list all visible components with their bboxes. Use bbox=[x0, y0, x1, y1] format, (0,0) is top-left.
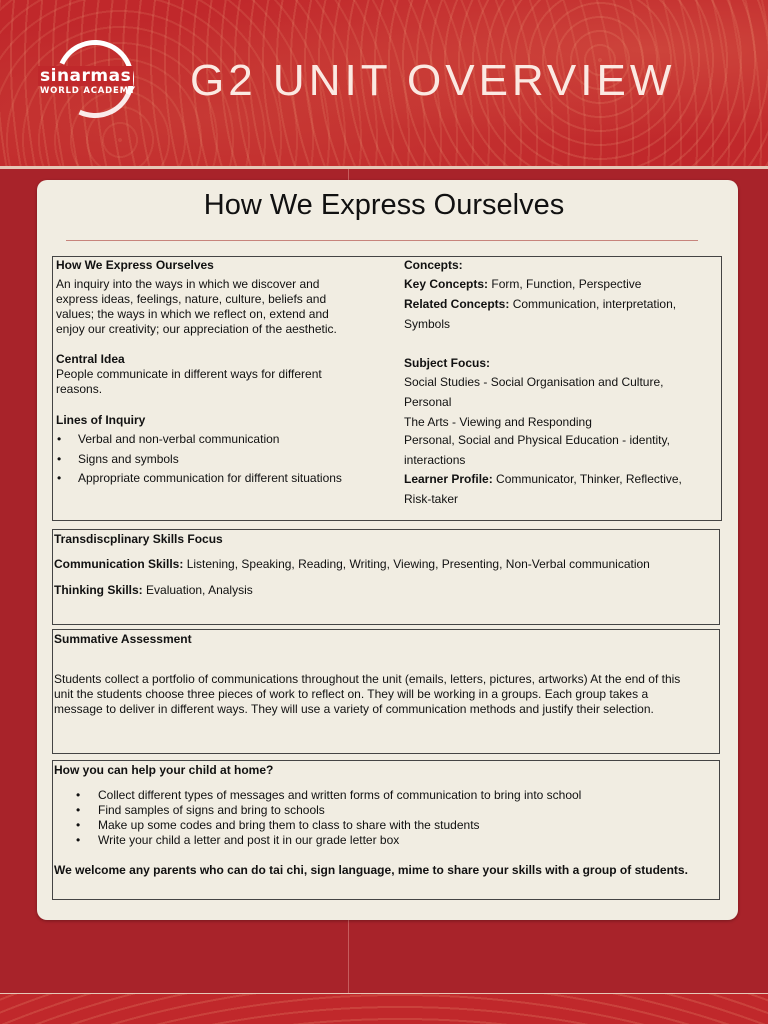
assessment-line: unit the students choose three pieces of work to reflect on. They will be working in a groups. Each group takes a bbox=[54, 687, 649, 701]
skills-heading: Transdiscplinary Skills Focus bbox=[54, 532, 223, 546]
bullet-icon: • bbox=[76, 803, 81, 817]
learner-profile bbox=[404, 472, 682, 487]
school-logo bbox=[36, 44, 154, 104]
banner-divider bbox=[0, 166, 768, 169]
related-concepts-label: Related Concepts: bbox=[404, 297, 510, 311]
home-help-closing: We welcome any parents who can do tai chi, sign language, mime to share your skills with a group of students. bbox=[54, 863, 688, 877]
communication-skills bbox=[54, 557, 650, 572]
key-concepts-value: Form, Function, Perspective bbox=[488, 277, 642, 291]
logo-name: sinarmas bbox=[40, 66, 132, 86]
page-title: How We Express Ourselves bbox=[203, 189, 565, 221]
concepts-heading: Concepts: bbox=[404, 258, 463, 272]
home-help-heading: How you can help your child at home? bbox=[54, 763, 274, 777]
assessment-line: message to deliver in different ways. They will use a variety of communication methods and justify their selection. bbox=[54, 702, 654, 716]
assessment-heading: Summative Assessment bbox=[54, 632, 192, 646]
thinking-skills-label: Thinking Skills: bbox=[54, 583, 143, 597]
home-help-item: Find samples of signs and bring to schools bbox=[98, 803, 325, 817]
theme-line: An inquiry into the ways in which we discover and bbox=[56, 277, 320, 291]
related-concepts bbox=[404, 297, 676, 312]
bullet-icon: • bbox=[57, 471, 62, 485]
subject-focus-heading: Subject Focus: bbox=[404, 356, 491, 370]
home-help-item: Collect different types of messages and written forms of communication to bring into school bbox=[98, 788, 582, 802]
subject-line: interactions bbox=[404, 453, 466, 467]
footer-band bbox=[0, 994, 768, 1024]
lines-of-inquiry-heading: Lines of Inquiry bbox=[56, 413, 146, 427]
subject-line: Personal bbox=[404, 395, 452, 409]
learner-profile-cont: Risk-taker bbox=[404, 492, 459, 506]
assessment-line: Students collect a portfolio of communications throughout the unit (emails, letters, pictures, artworks) At the end of this bbox=[54, 672, 681, 686]
communication-skills-label: Communication Skills: bbox=[54, 557, 184, 571]
subject-line: Social Studies - Social Organisation and Culture, bbox=[404, 375, 664, 389]
subject-line: The Arts - Viewing and Responding bbox=[404, 415, 592, 429]
central-idea-heading: Central Idea bbox=[56, 352, 125, 366]
communication-skills-value: Listening, Speaking, Reading, Writing, Viewing, Presenting, Non-Verbal communication bbox=[183, 557, 650, 571]
bullet-icon: • bbox=[76, 833, 81, 847]
thinking-skills-value: Evaluation, Analysis bbox=[142, 583, 253, 597]
related-concepts-value: Communication, interpretation, bbox=[509, 297, 677, 311]
central-idea-line: People communicate in different ways for different bbox=[56, 367, 322, 381]
header-banner bbox=[0, 0, 768, 166]
key-concepts bbox=[404, 277, 641, 292]
theme-heading: How We Express Ourselves bbox=[56, 258, 214, 272]
inquiry-line: Verbal and non-verbal communication bbox=[78, 432, 280, 446]
inquiry-line: Signs and symbols bbox=[78, 452, 179, 466]
thinking-skills bbox=[54, 583, 253, 598]
home-help-item: Make up some codes and bring them to class to share with the students bbox=[98, 818, 480, 832]
learner-profile-label: Learner Profile: bbox=[404, 472, 493, 486]
theme-line: express ideas, feelings, nature, culture, beliefs and bbox=[56, 292, 327, 306]
logo-subtitle: WORLD ACADEMY bbox=[40, 86, 136, 96]
theme-line: values; the ways in which we reflect on, extend and bbox=[56, 307, 329, 321]
bullet-icon: • bbox=[57, 452, 62, 466]
subject-line: Personal, Social and Physical Education - identity, bbox=[404, 433, 670, 447]
home-help-item: Write your child a letter and post it in our grade letter box bbox=[98, 833, 400, 847]
divider-line bbox=[348, 920, 349, 993]
learner-profile-value: Communicator, Thinker, Reflective, bbox=[492, 472, 682, 486]
inquiry-line: Appropriate communication for different situations bbox=[78, 471, 342, 485]
banner-title: G2 UNIT OVERVIEW bbox=[190, 56, 676, 105]
bullet-icon: • bbox=[76, 788, 81, 802]
central-idea-line: reasons. bbox=[56, 382, 103, 396]
bullet-icon: • bbox=[76, 818, 81, 832]
title-rule bbox=[66, 240, 698, 241]
bullet-icon: • bbox=[57, 432, 62, 446]
theme-line: enjoy our creativity; our appreciation of the aesthetic. bbox=[56, 322, 337, 336]
related-concepts-cont: Symbols bbox=[404, 317, 451, 331]
key-concepts-label: Key Concepts: bbox=[404, 277, 489, 291]
